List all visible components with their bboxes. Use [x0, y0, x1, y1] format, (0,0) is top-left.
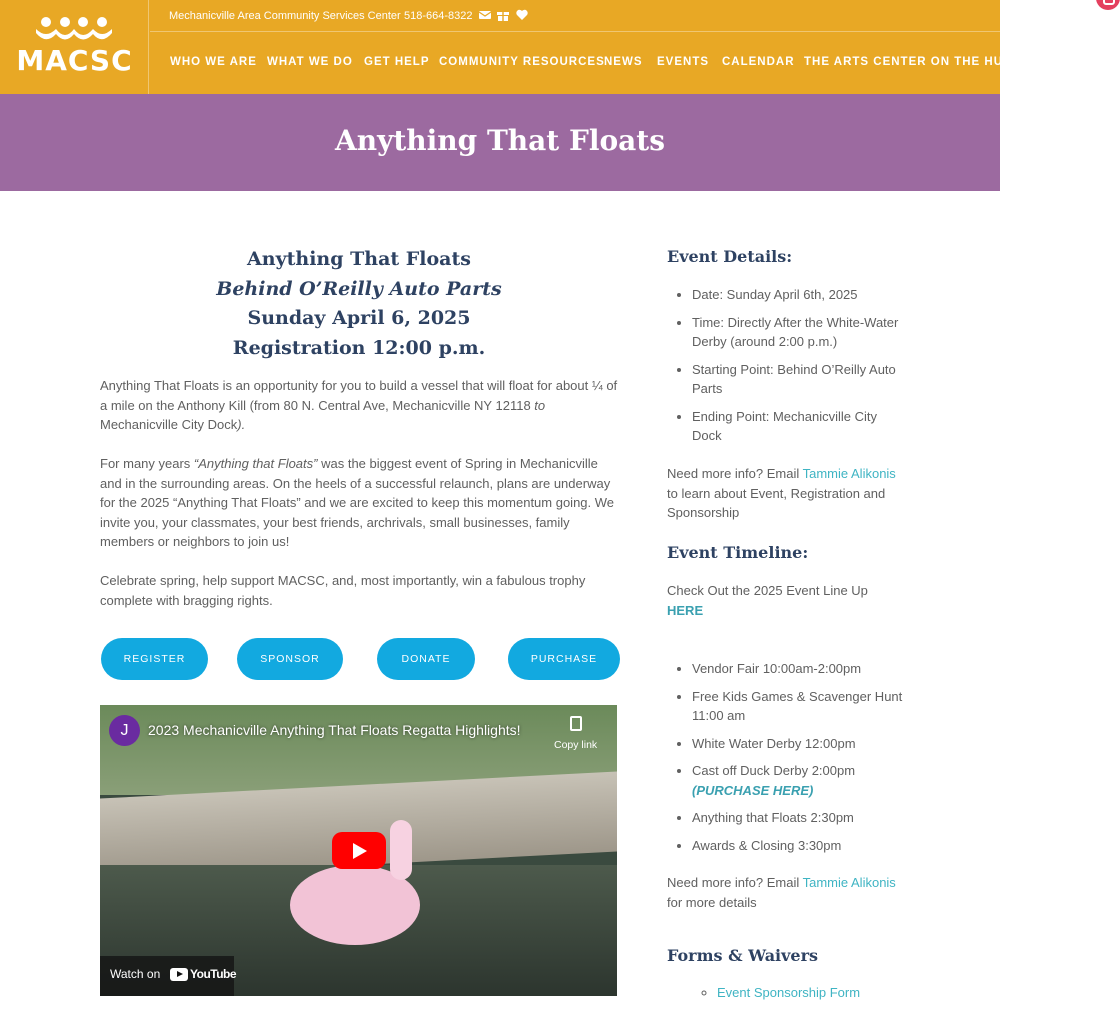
logo-text: MACSC: [16, 44, 133, 77]
people-logo-icon: [36, 17, 112, 45]
watch-on-youtube-button[interactable]: [100, 956, 237, 996]
donate-button[interactable]: DONATE: [377, 638, 475, 680]
lineup-here-link[interactable]: HERE: [667, 602, 704, 618]
nav-arts-center[interactable]: THE ARTS CENTER ON THE HUDSON: [804, 56, 1041, 68]
nav-news[interactable]: NEWS: [604, 56, 643, 68]
more-info-prefix: Need more info? Email: [667, 466, 803, 481]
celebrate-paragraph: Celebrate spring, help support MACSC, and, most importantly, win a fabulous trophy complete with bragging rights.: [100, 573, 586, 608]
contact-email-link-2[interactable]: Tammie Alikonis: [802, 875, 896, 890]
event-registration-time: Registration 12:00 p.m.: [232, 336, 486, 359]
main-nav: [150, 33, 1041, 94]
purchase-here-link[interactable]: (PURCHASE HERE): [692, 782, 814, 798]
video-title[interactable]: 2023 Mechanicville Anything That Floats Regatta Highlights!: [148, 722, 521, 738]
history-paragraph: [100, 454, 618, 552]
top-bar: [150, 0, 1000, 32]
event-timeline-heading: Event Timeline:: [667, 543, 809, 562]
nav-what-we-do[interactable]: WHAT WE DO: [267, 56, 353, 68]
copy-link-label[interactable]: Copy link: [554, 739, 598, 751]
nav-who-we-are[interactable]: WHO WE ARE: [170, 56, 257, 68]
event-timeline-list: [667, 659, 907, 863]
event-heading: [100, 245, 618, 363]
nav-get-help[interactable]: GET HELP: [364, 56, 430, 68]
event-details-heading: Event Details:: [667, 247, 793, 266]
envelope-icon[interactable]: [479, 9, 491, 21]
sponsor-button[interactable]: SPONSOR: [237, 638, 343, 680]
main-content: [100, 245, 618, 981]
flamingo-float-image: [290, 865, 420, 945]
forms-list: [667, 983, 907, 1011]
watch-on-label: Watch on: [110, 967, 161, 981]
intro-text-dock: Mechanicville City Dock: [100, 417, 238, 432]
lineup-text: [667, 581, 907, 620]
nav-calendar[interactable]: CALENDAR: [722, 56, 795, 68]
list-item: • Ending Point: Mechanicville City Dock: [692, 407, 907, 446]
list-item: • Free Kids Games & Scavenger Hunt 11:00 am: [692, 687, 907, 726]
list-item: • Awards & Closing 3:30pm: [692, 836, 907, 856]
list-item: [717, 983, 907, 1003]
page-title: Anything That Floats: [334, 124, 665, 157]
play-button[interactable]: [332, 832, 386, 869]
page-banner: [0, 94, 1000, 191]
intro-text-end: ).: [237, 417, 246, 432]
channel-avatar[interactable]: J: [109, 715, 140, 746]
event-title: Anything That Floats: [247, 248, 471, 270]
youtube-label: YouTube: [190, 967, 237, 981]
forms-waivers-heading: Forms & Waivers: [667, 946, 819, 965]
register-button[interactable]: REGISTER: [101, 638, 208, 680]
history-text-quote: “Anything that Floats”: [193, 456, 318, 471]
history-text-a: For many years: [100, 456, 194, 471]
event-date: Sunday April 6, 2025: [247, 307, 471, 329]
more-details-prefix: Need more info? Email: [667, 875, 803, 890]
youtube-icon: [170, 968, 188, 981]
contact-email-link[interactable]: Tammie Alikonis: [802, 466, 896, 481]
list-item: • Date: Sunday April 6th, 2025: [692, 285, 907, 305]
nav-events[interactable]: EVENTS: [657, 56, 710, 68]
event-details-list: [667, 285, 907, 454]
site-logo[interactable]: [0, 0, 149, 94]
gift-icon[interactable]: [497, 9, 509, 21]
more-details-text: [667, 873, 907, 912]
list-item: • Vendor Fair 10:00am-2:00pm: [692, 659, 907, 679]
list-item: • Time: Directly After the White-Water Derby (around 2:00 p.m.): [692, 313, 907, 352]
phone-number[interactable]: 518-664-8322: [404, 10, 473, 22]
list-item: • Starting Point: Behind O’Reilly Auto Parts: [692, 360, 907, 399]
event-location: Behind O’Reilly Auto Parts: [216, 277, 502, 300]
more-details-suffix: for more details: [667, 894, 757, 910]
heart-icon[interactable]: [516, 9, 528, 21]
intro-text-to: to: [534, 397, 546, 413]
action-buttons: [100, 638, 618, 680]
copy-icon[interactable]: [570, 716, 582, 731]
more-info-text: [667, 464, 907, 523]
list-item: [692, 761, 907, 800]
intro-text: Anything That Floats is an opportunity for you to build a vessel that will float for about ¼ of a mile on the Anthony Kill (from 80 N. Central Ave, Mechanicville NY 12118: [100, 378, 618, 413]
purchase-button[interactable]: PURCHASE: [508, 638, 620, 680]
org-name: Mechanicville Area Community Services Center: [169, 10, 401, 22]
history-text-b: was the biggest event of Spring in Mechanicville and in the surrounding areas. On the heels of a successful relaunch, plans are underway for the 2025 “Anything That Floats” and we are excited to keep this momentum going. We invite you, your classmates, your best friends, archrivals, small businesses, family members or neighbors to join us!: [100, 456, 615, 549]
list-item: • Anything that Floats 2:30pm: [692, 808, 907, 828]
site-header: [0, 0, 1041, 94]
sponsorship-form-link[interactable]: Event Sponsorship Form: [717, 985, 861, 1000]
list-item: • White Water Derby 12:00pm: [692, 734, 907, 754]
intro-paragraph: [100, 376, 618, 435]
lineup-prefix: Check Out the 2025 Event Line Up: [667, 583, 868, 598]
video-embed[interactable]: [100, 705, 617, 996]
more-info-suffix: to learn about Event, Registration and Sponsorship: [667, 485, 886, 520]
nav-community-resources[interactable]: COMMUNITY RESOURCES: [439, 56, 605, 68]
instagram-icon[interactable]: [1096, 0, 1120, 10]
duck-derby-label: Cast off Duck Derby 2:00pm: [692, 763, 856, 778]
